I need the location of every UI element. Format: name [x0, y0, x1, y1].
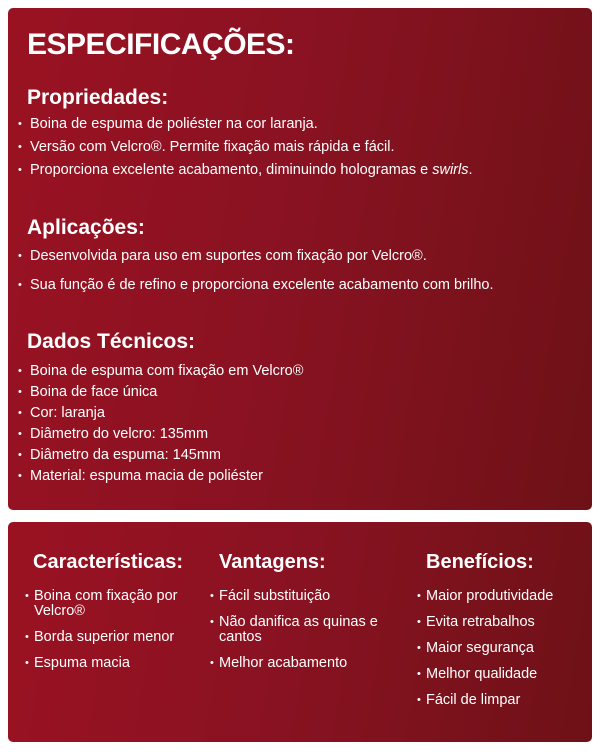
list-item: • Fácil de limpar — [417, 693, 587, 708]
list-item: • Cor: laranja — [18, 405, 303, 421]
caracteristicas-list — [25, 589, 193, 671]
caracteristicas-heading: Características: — [33, 551, 184, 573]
propriedades-list — [18, 116, 473, 178]
list-item: • Borda superior menor — [25, 630, 193, 645]
list-item: • Fácil substituição — [210, 589, 395, 604]
page-title: ESPECIFICAÇÕES: — [27, 28, 295, 61]
aplicacoes-list — [18, 248, 494, 293]
list-item: • Proporciona excelente acabamento, diminuindo hologramas e swirls. — [18, 162, 473, 178]
beneficios-list — [417, 589, 587, 708]
list-item: • Melhor acabamento — [210, 656, 395, 671]
propriedades-heading: Propriedades: — [27, 86, 169, 109]
list-item: • Espuma macia — [25, 656, 193, 671]
list-item: • Material: espuma macia de poliéster — [18, 468, 303, 484]
vantagens-list — [210, 589, 395, 671]
features-panel — [8, 522, 592, 742]
list-item: • Boina de espuma de poliéster na cor laranja. — [18, 116, 473, 132]
list-item: • Maior segurança — [417, 641, 587, 656]
list-item: • Boina de face única — [18, 384, 303, 400]
list-item: • Diâmetro do velcro: 135mm — [18, 426, 303, 442]
list-item: • Maior produtividade — [417, 589, 587, 604]
dados-tecnicos-heading: Dados Técnicos: — [27, 330, 196, 353]
dados-tecnicos-list — [18, 363, 303, 484]
vantagens-heading: Vantagens: — [219, 551, 326, 573]
list-item: • Não danifica as quinas e cantos — [210, 615, 395, 645]
list-item: • Desenvolvida para uso em suportes com fixação por Velcro®. — [18, 248, 494, 264]
list-item: • Boina com fixação por Velcro® — [25, 589, 193, 619]
list-item: • Versão com Velcro®. Permite fixação mais rápida e fácil. — [18, 139, 473, 155]
aplicacoes-heading: Aplicações: — [27, 216, 145, 239]
list-item: • Sua função é de refino e proporciona excelente acabamento com brilho. — [18, 277, 494, 293]
list-item: • Diâmetro da espuma: 145mm — [18, 447, 303, 463]
specifications-panel — [8, 8, 592, 510]
list-item: • Evita retrabalhos — [417, 615, 587, 630]
italic-term: swirls — [432, 162, 469, 178]
list-item: • Melhor qualidade — [417, 667, 587, 682]
beneficios-heading: Benefícios: — [426, 551, 534, 573]
list-item: • Boina de espuma com fixação em Velcro® — [18, 363, 303, 379]
